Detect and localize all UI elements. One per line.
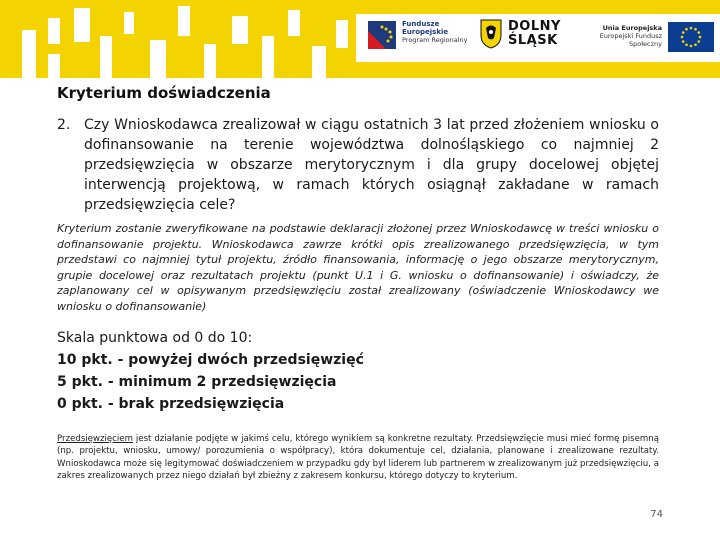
unia-europejska-text: Unia Europejska Europejski Fundusz Społeczny — [599, 24, 662, 48]
dolny-slask-text: DOLNY ŚLĄSK — [508, 19, 561, 48]
question-number: 2. — [57, 117, 71, 133]
verification-description: Kryterium zostanie zweryfikowane na podstawie deklaracji złożonej przez Wnioskodawcę w treści wniosku o dofinansowanie projektu. Wnioskodawca zawrze krótki opis zrealizowanego przedsięwzięcia, w tym przedstawi co najmniej tytuł projektu, źródło finansowania, informację o jego obszarze merytorycznym, grupie docelowej oraz rezultatach projektu (punkt U.1 i G. wniosku o dofinansowanie) i oświadczy, że zaplanowany cel w opisywanym przedsięwzięciu został zrealizowany (oświadczenie Wnioskodawcy we wniosku o dofinansowanie) — [57, 222, 659, 313]
scale-title: Skala punktowa od 0 do 10: — [57, 330, 253, 346]
point-scale — [57, 327, 659, 415]
definition-note — [57, 433, 659, 482]
fundusze-europejskie-logo — [366, 19, 398, 51]
fundusze-europejskie-text: Fundusze Europejskie Program Regionalny — [402, 20, 468, 44]
criterion-question — [57, 115, 659, 215]
note-text: jest działanie podjęte w jakimś celu, którego wynikiem są konkretne rezultaty. Przedsięwzięcie musi mieć formę pisemną (np. projektu, wniosku, umowy/ porozumienia o współpracy), która dokumentuje cel, działania, planowane i zrealizowane rezultaty. Wnioskodawca może się legitymować doświadczeniem w przypadku gdy był liderem lub partnerem w zrealizowanym już przedsięwzięciu, a zakres zrealizowanych przez niego działań był zbieżny z zakresem konkursu, którego dotyczy to kryterium. — [57, 434, 659, 481]
page-heading: Kryterium doświadczenia — [57, 84, 271, 102]
logo-panel — [356, 14, 720, 62]
dolny-slask-coat-of-arms — [480, 19, 502, 49]
note-term: Przedsięwzięciem — [57, 434, 133, 444]
scale-item: 10 pkt. - powyżej dwóch przedsięwzięć — [57, 352, 364, 368]
scale-item: 0 pkt. - brak przedsięwzięcia — [57, 396, 285, 412]
header-banner — [0, 0, 720, 78]
question-text: Czy Wnioskodawca zrealizował w ciągu ostatnich 3 lat przed złożeniem wniosku o dofinansowanie na terenie województwa dolnośląskiego co najmniej 2 przedsięwzięcia w obszarze merytorycznym i dla grupy docelowej objętej interwencją projektową, w ramach których osiągnął zakładane w ramach przedsięwzięcia cele? — [84, 117, 659, 213]
page-number: 74 — [650, 509, 663, 520]
eu-flag-icon — [668, 22, 714, 52]
scale-item: 5 pkt. - minimum 2 przedsięwzięcia — [57, 374, 337, 390]
